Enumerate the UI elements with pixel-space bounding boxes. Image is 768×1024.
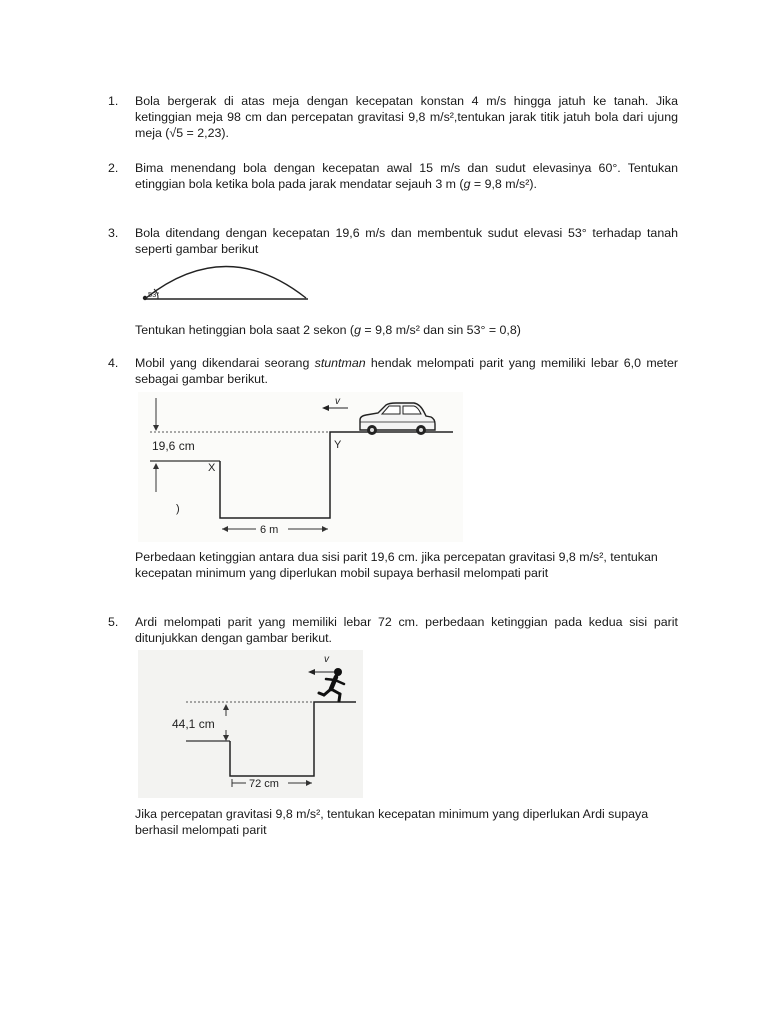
question-text: Bola bergerak di atas meja dengan kecepatan konstan 4 m/s hingga jatuh ke tanah. Jika ketinggian meja 98 cm dan percepatan gravitasi 9,8 m/s²,tentukan jarak titik jatuh bola dari ujung meja (√5 = 2,23).: [135, 94, 678, 140]
width-label: 72 cm: [249, 778, 279, 790]
question-text: Ardi melompati parit yang memiliki lebar 72 cm. perbedaan ketinggian pada kedua sisi parit ditunjukkan dengan gambar berikut.: [135, 615, 678, 645]
question-4: [108, 355, 678, 387]
question-2: [108, 160, 678, 192]
velocity-label: v: [335, 396, 340, 407]
question-5: [108, 614, 678, 646]
projectile-figure: [138, 253, 313, 305]
question-3-subtext: Tentukan hetinggian bola saat 2 sekon (g = 9,8 m/s² dan sin 53° = 0,8): [135, 323, 521, 337]
question-number: 4.: [108, 356, 119, 370]
width-label: 6 m: [260, 524, 279, 536]
question-text: Bima menendang bola dengan kecepatan awal 15 m/s dan sudut elevasinya 60°. Tentukan etinggian bola ketika bola pada jarak mendatar sejauh 3 m (g = 9,8 m/s²).: [135, 161, 678, 191]
question-number: 1.: [108, 94, 119, 108]
point-x-label: X: [208, 462, 216, 474]
question-4-subtext: Perbedaan ketinggian antara dua sisi parit 19,6 cm. jika percepatan gravitasi 9,8 m/s², tentukan kecepatan minimum yang diperlukan mobil supaya berhasil melompati parit: [135, 550, 658, 580]
question-text: Bola ditendang dengan kecepatan 19,6 m/s dan membentuk sudut elevasi 53° terhadap tanah seperti gambar berikut: [135, 226, 678, 256]
trajectory-arc: [146, 267, 306, 299]
height-label: 19,6 cm: [152, 439, 195, 453]
question-number: 2.: [108, 161, 119, 175]
ball-icon: [143, 296, 147, 300]
runner-ditch-figure: [138, 650, 363, 798]
angle-label: 53°: [148, 290, 160, 299]
question-number: 5.: [108, 615, 119, 629]
height-label: 44,1 cm: [172, 717, 215, 731]
velocity-label: v: [324, 654, 329, 665]
question-5-subtext: Jika percepatan gravitasi 9,8 m/s², tentukan kecepatan minimum yang diperlukan Ardi supaya berhasil melompati parit: [135, 807, 649, 837]
question-1: [108, 93, 678, 141]
point-y-label: Y: [334, 439, 342, 451]
question-number: 3.: [108, 226, 119, 240]
mark-symbol: ): [176, 503, 180, 515]
car-ditch-figure: [138, 392, 463, 542]
question-text: Mobil yang dikendarai seorang stuntman hendak melompati parit yang memiliki lebar 6,0 meter sebagai gambar berikut.: [135, 356, 678, 386]
